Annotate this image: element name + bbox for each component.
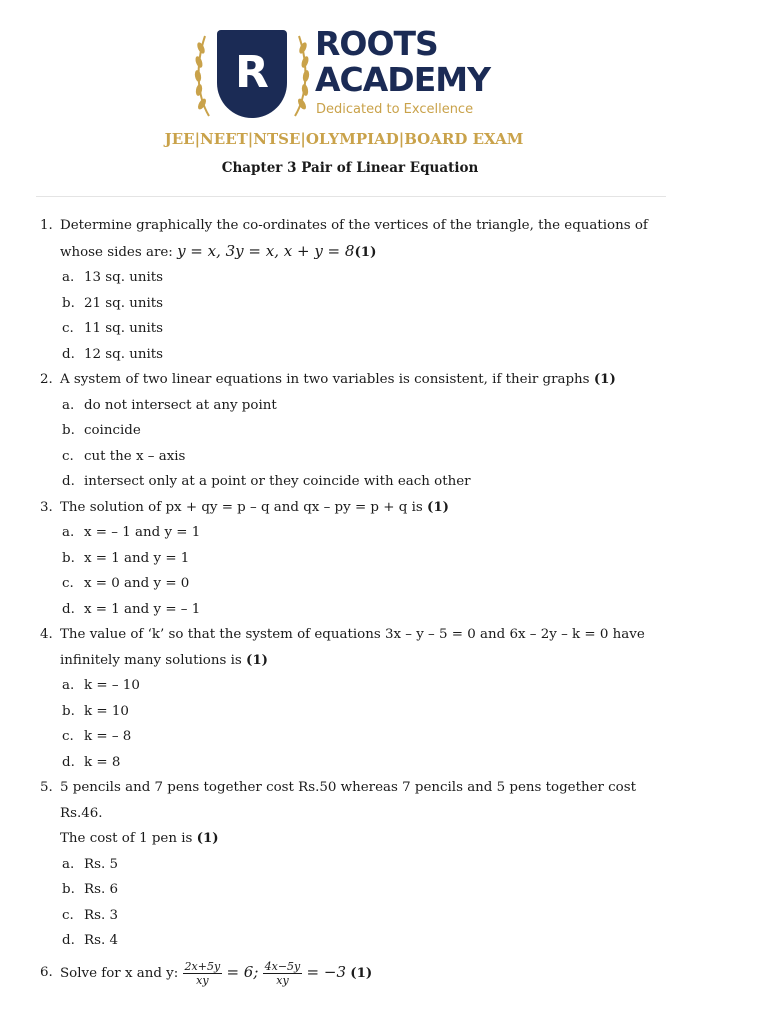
option-letter: b.: [62, 882, 75, 897]
option-letter: a.: [62, 525, 75, 540]
option-text: Rs. 4: [84, 933, 118, 948]
question-5: [36, 775, 676, 852]
question-text-line2: [60, 648, 676, 674]
option-letter: c.: [62, 729, 74, 744]
equation-rhs: = −3: [306, 962, 346, 981]
option-text: intersect only at a point or they coincide with each other: [84, 474, 471, 489]
question-text: 5 pencils and 7 pens together cost Rs.50 whereas 7 pencils and 5 pens together cost Rs.46.: [60, 780, 636, 821]
option-letter: a.: [62, 270, 75, 285]
chapter-title: Chapter 3 Pair of Linear Equation: [221, 160, 479, 176]
marks-label: (1): [354, 243, 377, 260]
brand-tagline: Dedicated to Excellence: [316, 102, 474, 117]
question-2: [36, 367, 676, 393]
option-text: 12 sq. units: [84, 346, 164, 362]
option-letter: d.: [62, 474, 75, 489]
question-number: 3.: [40, 499, 53, 515]
question-text-part: infinitely many solutions is: [60, 652, 247, 668]
brand-name-line2: ACADEMY: [315, 60, 490, 99]
question-number: 2.: [40, 372, 53, 387]
option-item: [36, 903, 676, 929]
option-letter: a.: [62, 397, 75, 413]
option-item: [36, 571, 676, 597]
option-letter: c.: [62, 448, 74, 464]
question-text-part: The cost of 1 pen is: [60, 831, 197, 846]
option-item: [36, 750, 676, 776]
option-letter: a.: [62, 856, 75, 872]
option-item: [36, 520, 676, 546]
question-6: [36, 960, 676, 987]
options-q5: [36, 852, 676, 954]
option-text: x = – 1 and y = 1: [84, 525, 201, 540]
option-text: 13 sq. units: [84, 270, 164, 285]
fraction-denominator: xy: [276, 973, 289, 987]
option-letter: c.: [62, 576, 74, 591]
option-text: x = 0 and y = 0: [84, 576, 190, 591]
option-text: k = – 10: [84, 678, 140, 693]
option-item: [36, 444, 676, 470]
fraction-numerator: 4x−5y: [264, 959, 301, 973]
option-text: coincide: [84, 423, 141, 438]
question-1: [36, 213, 676, 265]
question-text-line: [60, 367, 676, 393]
marks-label: (1): [426, 498, 449, 515]
option-item: [36, 265, 676, 291]
laurel-right-icon: [291, 32, 311, 118]
question-list: [36, 213, 676, 987]
logo-letter: R: [235, 47, 269, 98]
brand-name-line1: ROOTS: [315, 24, 438, 63]
option-item: [36, 877, 676, 903]
option-letter: d.: [62, 754, 75, 770]
option-item: [36, 699, 676, 725]
option-text: x = 1 and y = – 1: [84, 601, 201, 617]
options-q3: [36, 520, 676, 622]
header-divider: [36, 196, 666, 197]
roots-academy-logo: [193, 26, 493, 126]
option-item: [36, 673, 676, 699]
question-text: The value of ‘k’ so that the system of equations 3x – y – 5 = 0 and 6x – 2y – k = 0 have: [60, 627, 645, 642]
question-text-part: whose sides are:: [60, 244, 178, 260]
option-text: x = 1 and y = 1: [84, 550, 190, 566]
fraction-2: [263, 960, 303, 987]
question-text-line: [60, 495, 676, 521]
laurel-left-icon: [193, 32, 213, 118]
option-text: k = – 8: [84, 729, 132, 744]
option-text: Rs. 6: [84, 882, 118, 897]
option-text: do not intersect at any point: [84, 397, 277, 413]
option-letter: b.: [62, 423, 75, 438]
option-item: [36, 546, 676, 572]
equation: y = x, 3y = x, x + y = 8: [177, 241, 355, 260]
options-q2: [36, 393, 676, 495]
option-item: [36, 342, 676, 368]
option-item: [36, 393, 676, 419]
option-letter: c.: [62, 321, 74, 336]
option-text: k = 8: [84, 754, 121, 770]
options-q4: [36, 673, 676, 775]
option-letter: b.: [62, 703, 75, 719]
marks-label: (1): [196, 830, 219, 846]
option-letter: d.: [62, 601, 75, 617]
question-text: Determine graphically the co-ordinates of the vertices of the triangle, the equations of: [60, 218, 648, 233]
option-letter: c.: [62, 907, 74, 923]
option-text: k = 10: [84, 703, 129, 719]
option-item: [36, 469, 676, 495]
option-item: [36, 852, 676, 878]
option-text: 21 sq. units: [84, 295, 164, 311]
option-item: [36, 291, 676, 317]
question-3: [36, 495, 676, 521]
question-number: 5.: [40, 780, 53, 795]
question-4: [36, 622, 676, 673]
question-number: 6.: [40, 964, 53, 980]
exam-list: JEE|NEET|NTSE|OLYMPIAD|BOARD EXAM: [164, 130, 524, 148]
option-text: cut the x – axis: [84, 448, 186, 464]
question-text: A system of two linear equations in two variables is consistent, if their graphs: [60, 372, 594, 387]
option-item: [36, 597, 676, 623]
question-text-line2: [60, 826, 676, 852]
question-text: The solution of px + qy = p – q and qx – py = p + q is: [60, 499, 427, 515]
marks-label: (1): [350, 964, 373, 981]
fraction-1: [183, 960, 223, 987]
marks-label: (1): [593, 371, 616, 387]
option-letter: a.: [62, 678, 75, 693]
marks-label: (1): [246, 651, 269, 668]
logo-shield: [217, 30, 287, 118]
question-text-line2: [60, 239, 676, 266]
fraction-denominator: xy: [196, 973, 209, 987]
option-letter: b.: [62, 550, 75, 566]
option-item: [36, 418, 676, 444]
question-number: 1.: [40, 218, 53, 233]
question-number: 4.: [40, 627, 53, 642]
option-item: [36, 316, 676, 342]
equation-rhs: = 6;: [226, 962, 259, 981]
options-q1: [36, 265, 676, 367]
option-text: Rs. 3: [84, 907, 118, 923]
option-letter: d.: [62, 346, 75, 362]
option-item: [36, 724, 676, 750]
option-letter: b.: [62, 295, 75, 311]
option-letter: d.: [62, 933, 75, 948]
option-text: Rs. 5: [84, 856, 118, 872]
question-text-line: [60, 960, 676, 987]
question-text: Solve for x and y:: [60, 965, 183, 981]
option-item: [36, 928, 676, 954]
option-text: 11 sq. units: [84, 321, 164, 336]
fraction-numerator: 2x+5y: [184, 959, 221, 973]
